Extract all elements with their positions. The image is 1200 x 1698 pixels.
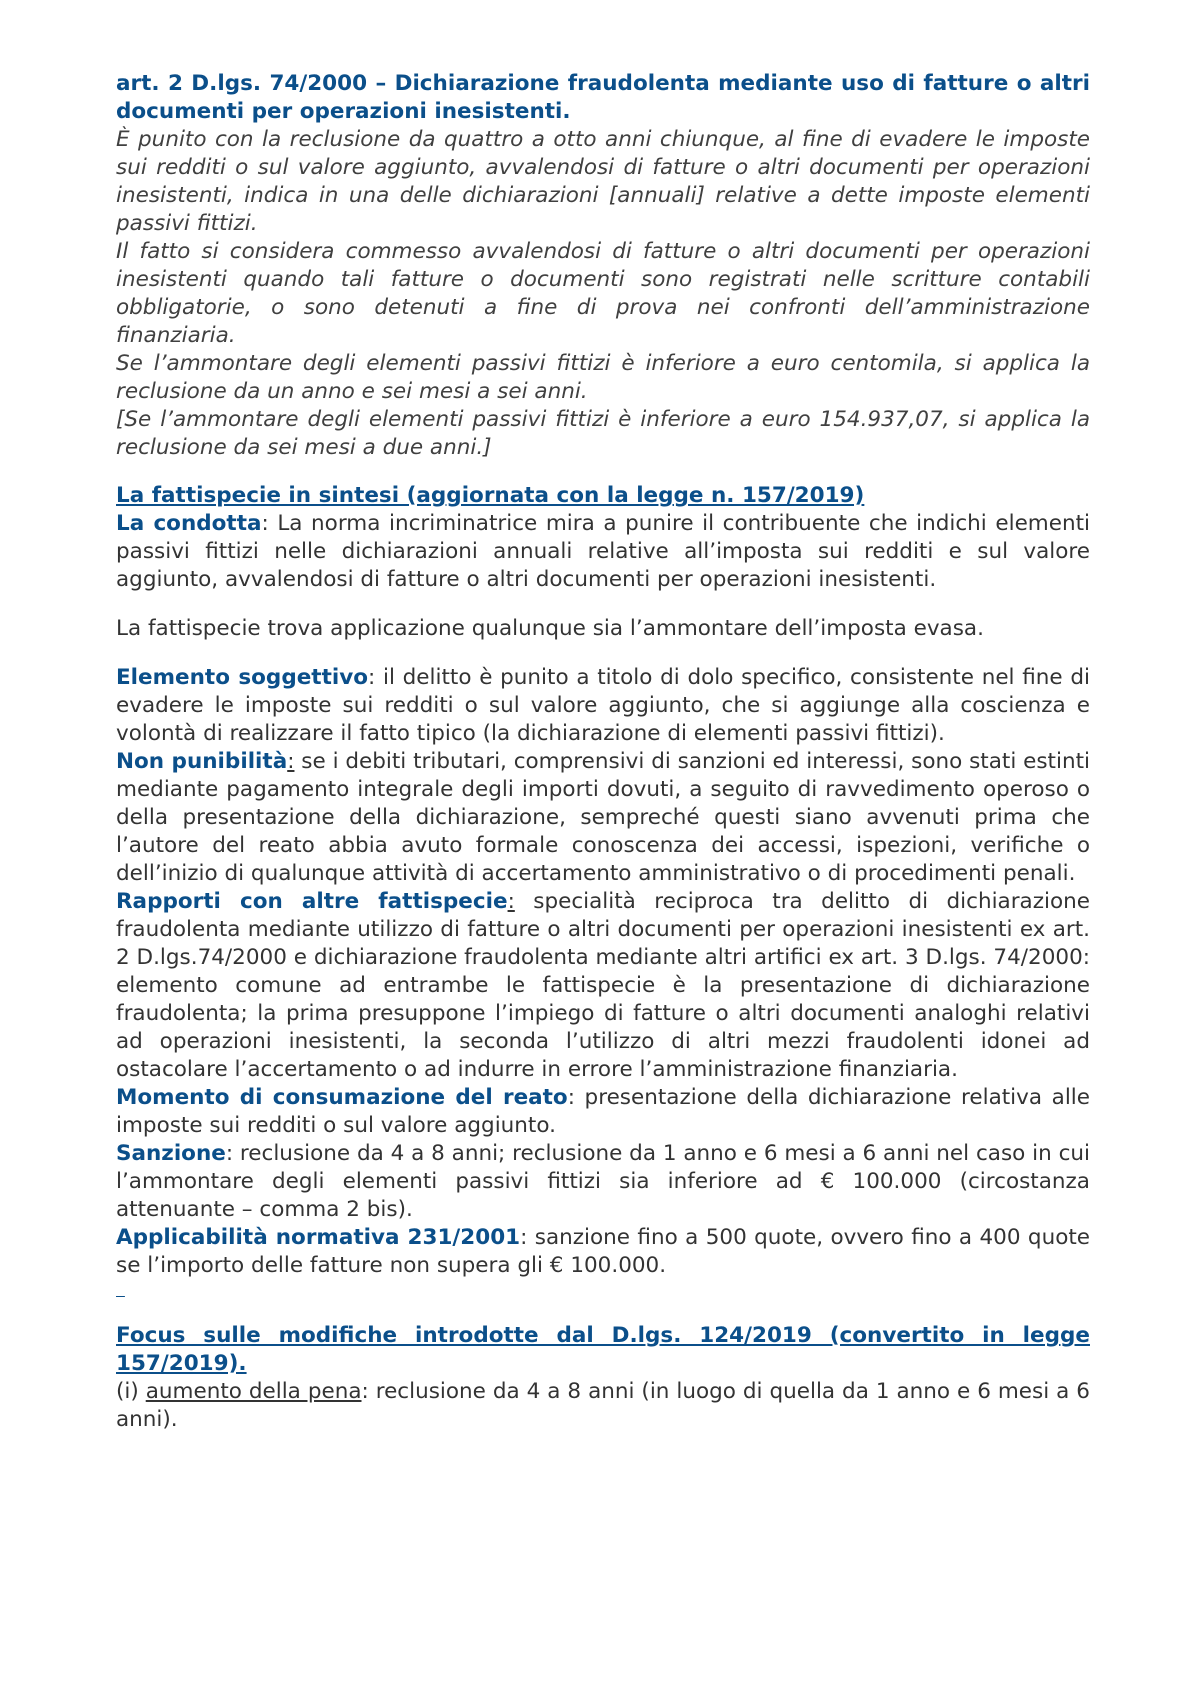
momento-paragraph [116,1084,1090,1140]
non-punibilita-paragraph [116,748,1090,888]
rapporti-label: Rapporti con altre fattispecie [116,889,508,914]
summary-section-title: La fattispecie in sintesi (aggiornata con la legge n. 157/2019) [116,483,865,508]
spacer [116,594,1090,615]
condotta-text: : La norma incriminatrice mira a punire il contribuente che indichi elementi passivi fittizi nelle dichiarazioni annuali relative all’imposta sui redditi e sul valore aggiunto, avvalendosi di fatture o altri documenti per operazioni inesistenti. [116,511,1090,592]
momento-label: Momento di consumazione del reato [116,1085,568,1110]
soggettivo-paragraph [116,664,1090,748]
spacer [116,1302,1090,1322]
momento-text: : presentazione della dichiarazione relativa alle imposte sui redditi o sul valore aggiunto. [116,1085,1090,1138]
applicabilita-text: : sanzione fino a 500 quote, ovvero fino a 400 quote se l’importo delle fatture non supera gli € 100.000. [116,1225,1091,1278]
spacer [116,462,1090,482]
article-paragraph-3: Se l’ammontare degli elementi passivi fittizi è inferiore a euro centomila, si applica la reclusione da un anno e sei mesi a sei anni. [116,351,1090,404]
document-page [116,70,1090,1434]
non-punibilita-text: se i debiti tributari, comprensivi di sanzioni ed interessi, sono stati estinti mediante pagamento integrale degli importi dovuti, a seguito di ravvedimento operoso o della presentazione della dichiarazione, sempreché questi siano avvenuti prima che l’autore del reato abbia avuto formale conoscenza dei accessi, ispezioni, verifiche o dell’inizio di qualunque attività di accertamento amministrativo o di procedimenti penali. [116,749,1090,886]
sanzione-label: Sanzione [116,1141,226,1166]
focus-item-1 [116,1378,1090,1434]
non-punibilita-colon: : [287,749,295,774]
non-punibilita-label: Non punibilità [116,749,288,774]
applicabilita-label: Applicabilità normativa 231/2001 [116,1225,521,1250]
sanzione-paragraph [116,1140,1090,1224]
sanzione-text: : reclusione da 4 a 8 anni; reclusione da 1 anno e 6 mesi a 6 anni nel caso in cui l’ammontare degli elementi passivi fittizi sia inferiore ad € 100.000 (circostanza attenuante – comma 2 bis). [116,1141,1090,1222]
rapporti-paragraph [116,888,1090,1084]
focus-section-title: Focus sulle modifiche introdotte dal D.lgs. 124/2019 (convertito in legge 157/2019). [116,1323,1090,1376]
rapporti-colon: : [507,889,515,914]
soggettivo-label: Elemento soggettivo [116,665,368,690]
focus-item-1-label: aumento della pena [145,1379,362,1404]
article-paragraph-1: È punito con la reclusione da quattro a otto anni chiunque, al fine di evadere le imposte sui redditi o sul valore aggiunto, avvalendosi di fatture o altri documenti per operazioni inesistenti, indica in una delle dichiarazioni [annuali] relative a dette imposte elementi passivi fittizi. [116,127,1090,236]
condotta-label: La condotta [116,511,262,536]
applicazione-paragraph: La fattispecie trova applicazione qualunque sia l’ammontare dell’imposta evasa. [116,616,984,641]
focus-item-1-text: : reclusione da 4 a 8 anni (in luogo di quella da 1 anno e 6 mesi a 6 anni). [116,1379,1090,1432]
spacer-underscore [116,1280,1090,1302]
article-paragraph-2: Il fatto si considera commesso avvalendosi di fatture o altri documenti per operazioni inesistenti quando tali fatture o documenti sono registrati nelle scritture contabili obbligatorie, o sono detenuti a fine di prova nei confronti dell’amministrazione finanziaria. [116,239,1090,348]
applicabilita-paragraph [116,1224,1090,1280]
article-paragraph-4: [Se l’ammontare degli elementi passivi fittizi è inferiore a euro 154.937,07, si applica la reclusione da sei mesi a due anni.] [116,407,1090,460]
soggettivo-text: : il delitto è punito a titolo di dolo specifico, consistente nel fine di evadere le imposte sui redditi o sul valore aggiunto, che si aggiunge alla coscienza e volontà di realizzare il fatto tipico (la dichiarazione di elementi passivi fittizi). [116,665,1090,746]
article-title: art. 2 D.lgs. 74/2000 – Dichiarazione fraudolenta mediante uso di fatture o altri documenti per operazioni inesistenti. [116,71,1090,124]
spacer [116,643,1090,664]
focus-item-1-prefix: (i) [116,1379,146,1404]
condotta-paragraph [116,510,1090,594]
rapporti-text: specialità reciproca tra delitto di dichiarazione fraudolenta mediante utilizzo di fatture o altri documenti per operazioni inesistenti ex art. 2 D.lgs.74/2000 e dichiarazione fraudolenta mediante altri artifici ex art. 3 D.lgs. 74/2000: elemento comune ad entrambe le fattispecie è la presentazione di dichiarazione fraudolenta; la prima presuppone l’impiego di fatture o altri documenti analoghi relativi ad operazioni inesistenti, la seconda l’utilizzo di altri mezzi fraudolenti idonei ad ostacolare l’accertamento o ad indurre in errore l’amministrazione finanziaria. [116,889,1091,1082]
